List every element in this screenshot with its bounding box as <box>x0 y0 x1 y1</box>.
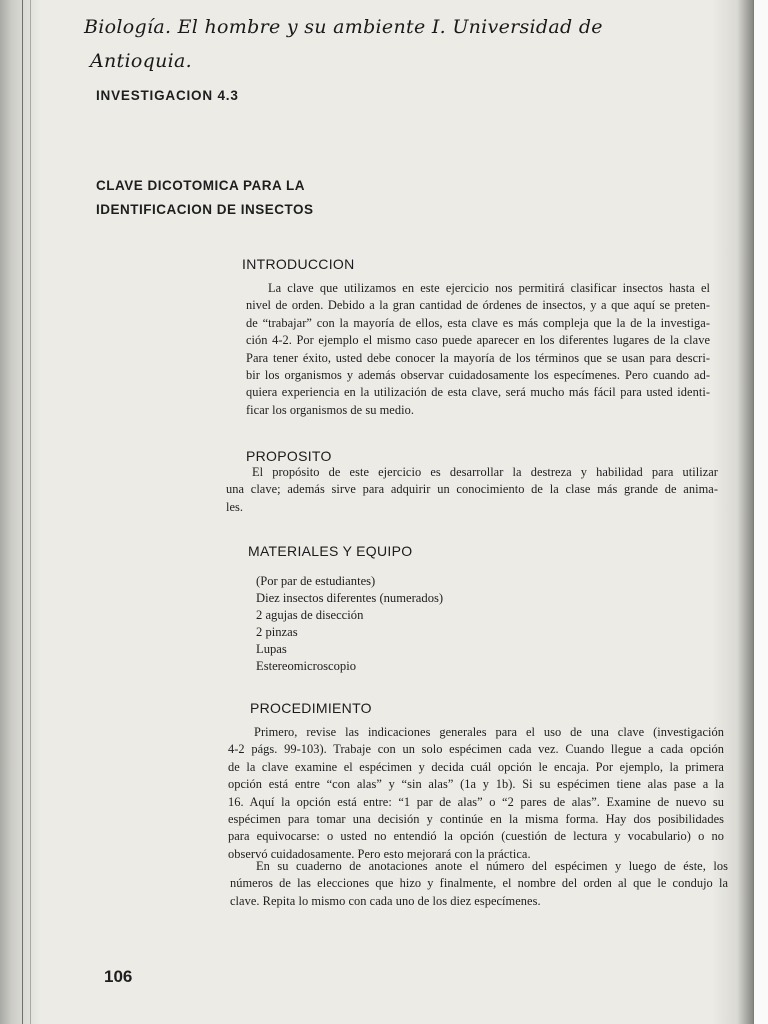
materials-list <box>256 573 443 675</box>
text-line: 16. Aquí la opción está entre: “1 par de alas” o “2 pares de alas”. Examine de nuevo su <box>228 794 724 809</box>
heading-proposito: PROPOSITO <box>246 448 332 464</box>
page-title-line-1: CLAVE DICOTOMICA PARA LA <box>96 178 305 193</box>
handwritten-note-line-2: Antioquia. <box>90 50 192 72</box>
text-line: quiera experiencia en la utilización de esta clave, será mucho más fácil para usted identi- <box>246 385 710 400</box>
text-line: El propósito de este ejercicio es desarrollar la destreza y habilidad para utilizar <box>252 465 718 479</box>
text-line: les. <box>226 499 244 514</box>
text-line: ción 4-2. Por ejemplo el mismo caso puede aparecer en los diferentes lugares de la clave <box>246 333 710 348</box>
text-line: opción está entre “con alas” y “sin alas” (1a y 1b). Si su espécimen tiene alas pase a la <box>228 777 724 792</box>
list-item: Estereomicroscopio <box>256 659 357 673</box>
proposito-paragraph <box>226 464 718 516</box>
text-line: de “trabajar” con la mayoría de ellos, esta clave es más compleja que la de la investiga- <box>246 315 710 330</box>
page-number: 106 <box>104 967 133 986</box>
text-line: una clave; además sirve para adquirir un conocimiento de la clase más grande de anima- <box>226 482 718 497</box>
list-item: Diez insectos diferentes (numerados) <box>256 591 444 605</box>
investigation-label: INVESTIGACION 4.3 <box>96 88 239 103</box>
text-line: para equivocarse: o usted no entendió la opción (cuestión de lectura y vocabulario) o no <box>228 829 724 844</box>
heading-introduccion: INTRODUCCION <box>242 256 355 272</box>
text-line: nivel de orden. Debido a la gran cantidad de órdenes de insectos, y a que aquí se preten- <box>246 298 710 313</box>
text-line: de la clave examine el espécimen y decida cuál opción le encaja. Por ejemplo, la primera <box>228 759 724 774</box>
binding-line <box>22 0 23 1024</box>
text-line: Para tener éxito, usted debe conocer la mayoría de los términos que se usan para descri- <box>246 350 710 365</box>
heading-materiales: MATERIALES Y EQUIPO <box>248 543 413 559</box>
page-title-line-2: IDENTIFICACION DE INSECTOS <box>96 202 314 217</box>
page-edge <box>754 0 768 1024</box>
list-item: 2 pinzas <box>256 625 298 639</box>
text-line: números de las elecciones que hizo y finalmente, el nombre del orden al que le condujo la <box>230 876 728 891</box>
text-line: clave. Repita lo mismo con cada uno de los diez especímenes. <box>230 893 541 908</box>
text-line: 4-2 págs. 99-103). Trabaje con un solo espécimen cada vez. Cuando llegue a cada opción <box>228 742 724 757</box>
text-line: En su cuaderno de anotaciones anote el número del espécimen y luego de éste, los <box>256 859 728 873</box>
list-item: (Por par de estudiantes) <box>256 574 376 588</box>
text-line: espécimen para tomar una decisión y continúe en la misma forma. Hay dos posibilidades <box>228 812 724 827</box>
list-item: 2 agujas de disección <box>256 608 364 622</box>
heading-procedimiento: PROCEDIMIENTO <box>250 700 372 716</box>
text-line: Primero, revise las indicaciones generales para el uso de una clave (investigación <box>254 725 724 739</box>
text-line: bir los organismos y además observar cuidadosamente los especímenes. Pero cuando ad- <box>246 368 710 383</box>
binding-line <box>30 0 31 1024</box>
handwritten-note-line-1: Biología. El hombre y su ambiente I. Universidad de <box>84 16 603 38</box>
text-line: observó cuidadosamente. Pero esto mejorará con la práctica. <box>228 846 531 861</box>
list-item: Lupas <box>256 642 287 656</box>
introduccion-paragraph <box>224 280 710 419</box>
text-line: ficar los organismos de su medio. <box>246 402 414 417</box>
text-line: La clave que utilizamos en este ejercicio nos permitirá clasificar insectos hasta el <box>268 281 710 295</box>
procedimiento-paragraph-1 <box>228 724 724 863</box>
procedimiento-paragraph-2 <box>230 858 728 910</box>
